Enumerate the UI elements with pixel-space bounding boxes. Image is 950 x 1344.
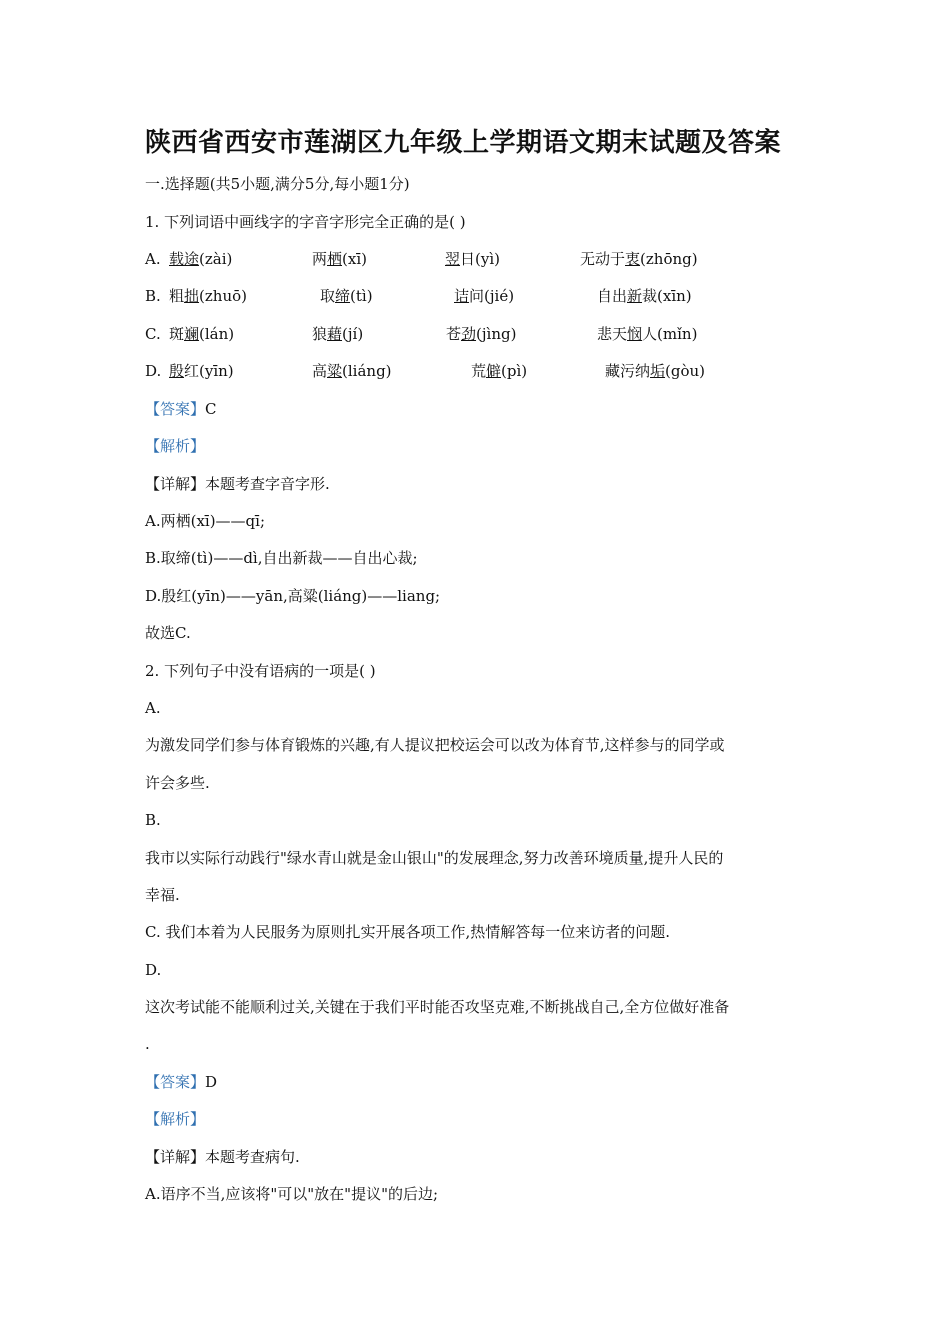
underlined-char: 诘 (454, 287, 470, 305)
detail-line: 【详解】本题考查字音字形. (145, 475, 330, 493)
option-word: 高粱(liáng) (312, 362, 392, 380)
option-a-text: 为激发同学们参与体育锻炼的兴趣,有人提议把校运会可以改为体育节,这样参与的同学或 (145, 736, 725, 754)
option-word: 粗拙(zhuō) (169, 287, 247, 305)
page-title: 陕西省西安市莲湖区九年级上学期语文期末试题及答案 (145, 128, 782, 158)
underlined-char: 新 (627, 287, 643, 305)
option-b-text: 我市以实际行动践行"绿水青山就是金山银山"的发展理念,努力改善环境质量,提升人民的 (145, 849, 724, 867)
option-word: 自出新裁(xīn) (597, 287, 692, 305)
explanation-line: A.语序不当,应该将"可以"放在"提议"的后边; (145, 1185, 439, 1203)
answer-line-2 (145, 1072, 217, 1092)
underlined-char: 粱 (327, 362, 343, 380)
answer-label: 【答案】 (145, 400, 206, 418)
option-label: A. (145, 250, 161, 268)
explanation-line: D.殷红(yīn)——yān,高粱(liáng)——liang; (145, 587, 441, 605)
option-word: 取缔(tì) (320, 287, 373, 305)
underlined-char: 劲 (461, 325, 477, 343)
option-word: 殷红(yīn) (169, 362, 234, 380)
option-word: 两栖(xī) (312, 250, 367, 268)
explanation-line: B.取缔(tì)——dì,自出新裁——自出心裁; (145, 549, 418, 567)
section-heading: 一.选择题(共5小题,满分5分,每小题1分) (145, 175, 410, 193)
underlined-char: 栖 (327, 250, 343, 268)
option-word: 狼藉(jí) (312, 325, 364, 343)
option-d-text-cont: . (145, 1035, 150, 1053)
underlined-char: 僻 (486, 362, 502, 380)
option-c-text: C. 我们本着为人民服务为原则扎实开展各项工作,热情解答每一位来访者的问题. (145, 923, 671, 941)
option-word: 悲天悯人(mǐn) (597, 325, 698, 343)
analysis-label: 【解析】 (145, 437, 206, 455)
answer-value: C (205, 400, 217, 418)
underlined-char: 缔 (335, 287, 351, 305)
option-a-label: A. (145, 699, 161, 717)
explanation-line: 故选C. (145, 624, 191, 642)
option-word: 藏污纳垢(gòu) (605, 362, 706, 380)
option-d-text: 这次考试能不能顺利过关,关键在于我们平时能否攻坚克难,不断挑战自己,全方位做好准备 (145, 998, 730, 1016)
underlined-char: 拙 (184, 287, 200, 305)
underlined-char: 斓 (184, 325, 200, 343)
option-b-label: B. (145, 811, 161, 829)
option-b-text-cont: 幸福. (145, 886, 180, 904)
option-d-label: D. (145, 961, 162, 979)
underlined-char: 翌 (445, 250, 461, 268)
option-word: 诘问(jié) (454, 287, 515, 305)
option-label: B. (145, 287, 161, 305)
option-word: 斑斓(lán) (169, 325, 235, 343)
option-word: 翌日(yì) (445, 250, 500, 268)
option-word: 载途(zài) (169, 250, 233, 268)
analysis-label: 【解析】 (145, 1110, 206, 1128)
question-2-stem: 2. 下列句子中没有语病的一项是( ) (145, 662, 376, 680)
answer-value: D (205, 1073, 218, 1091)
underlined-char: 载途 (169, 250, 200, 268)
option-label: D. (145, 362, 162, 380)
question-1-stem: 1. 下列词语中画线字的字音字形完全正确的是( ) (145, 213, 466, 231)
explanation-line: A.两栖(xī)——qī; (145, 512, 266, 530)
answer-label: 【答案】 (145, 1073, 206, 1091)
option-label: C. (145, 325, 161, 343)
option-word: 苍劲(jìng) (446, 325, 517, 343)
underlined-char: 悯 (627, 325, 643, 343)
option-word: 无动于衷(zhōng) (580, 250, 698, 268)
answer-line-1 (145, 399, 217, 419)
option-a-text-cont: 许会多些. (145, 774, 210, 792)
underlined-char: 垢 (650, 362, 666, 380)
underlined-char: 藉 (327, 325, 343, 343)
underlined-char: 殷 (169, 362, 185, 380)
underlined-char: 衷 (625, 250, 641, 268)
detail-line: 【详解】本题考查病句. (145, 1148, 300, 1166)
option-word: 荒僻(pì) (471, 362, 528, 380)
